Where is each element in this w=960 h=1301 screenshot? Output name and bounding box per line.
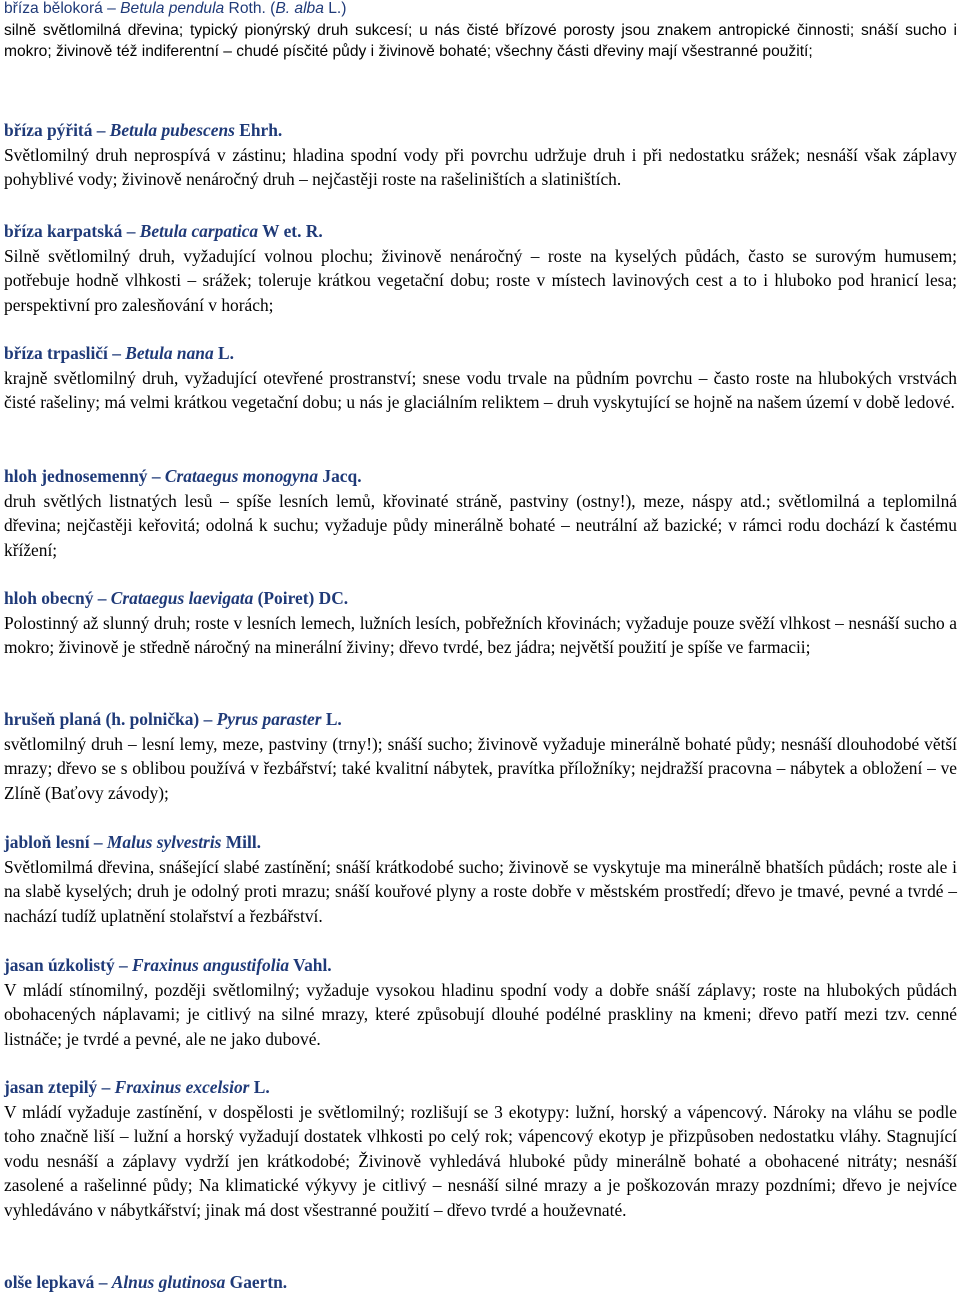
entry-heading: [4, 830, 957, 855]
common-name: olše lepkavá –: [4, 1272, 112, 1292]
author-name-2: L.): [323, 0, 347, 17]
entry-malus-sylvestris: [4, 830, 957, 928]
common-name: bříza pýřitá –: [4, 120, 110, 140]
common-name: hloh obecný –: [4, 588, 111, 608]
entry-crataegus-laevigata: [4, 586, 957, 660]
author-name: Jacq.: [318, 466, 362, 486]
entry-description: druh světlých listnatých lesů – spíše lesních lemů, křovinaté stráně, pastviny (ostny!), meze, náspy atd.; světlomilná a teplomilná dřevina; nejčastěji keřovitá; odolná k suchu; vyžaduje půdy minerálně bohaté – neutrální až bazické; v rámci rodu dochází k častému křížení;: [4, 490, 957, 560]
entry-description: světlomilný druh – lesní lemy, meze, pastviny (trny!); snáší sucho; živinově vyžaduje minerálně bohaté půdy; nesnáší dlouhodobé větší mrazy; dřevo se s oblibou používá v řezbářství; také kvalitní nábytek, pravítka příložníky; nejdražší pracovna – nábytek a obložení – ve Zlíně (Baťovy závody);: [4, 733, 957, 803]
entry-crataegus-monogyna: [4, 464, 957, 562]
common-name: hrušeň planá (h. polnička) –: [4, 709, 217, 729]
entry-description: Polostinný až slunný druh; roste v lesních lemech, lužních lesích, pobřežních křovinách; vyžaduje pouze svěží vlhkost – nesnáší sucho a mokro; živinově je středně náročný na minerální živiny; dřevo tvrdé, bez jádra; největší použití je spíše ve farmacii;: [4, 612, 957, 657]
entry-heading: [4, 0, 957, 20]
entry-fraxinus-excelsior: [4, 1075, 957, 1222]
author-name: Gaertn.: [225, 1272, 288, 1292]
entry-description: silně světlomilná dřevina; typický pionýrský druh sukcesí; u nás čisté břízové porosty jsou znakem antropické činnosti; snáší sucho i mokro; živinově též indiferentní – chudé písčité půdy i živinově bohaté; všechny části dřeviny mají všestranné použití;: [4, 21, 957, 60]
entry-heading: [4, 586, 957, 611]
scientific-name: Crataegus laevigata: [110, 588, 254, 608]
author-name: Roth. (: [224, 0, 276, 17]
synonym-name: B. alba: [275, 0, 324, 17]
common-name: jasan ztepilý –: [4, 1077, 115, 1097]
entry-heading: [4, 1075, 957, 1100]
entry-description: Světlomilmá dřevina, snášející slabé zastínění; snáší krátkodobé sucho; živinově se vyskytuje ma minerálně bhatších půdách; roste ale i na slabě kyselých; druh je odolný proti mrazu; snáší kouřové plyny a roste dobře v městském prostředí; dřevo je tmavé, pevné a tvrdé – nachází tudíž uplatnění stolařství a řezbářství.: [4, 856, 957, 926]
entry-alnus-glutinosa: [4, 1270, 957, 1295]
author-name: W et. R.: [258, 221, 323, 241]
scientific-name: Malus sylvestris: [106, 832, 222, 852]
author-name: L.: [249, 1077, 270, 1097]
entry-description: V mládí stínomilný, později světlomilný; vyžaduje vysokou hladinu spodní vody a dobře snáší záplavy; roste na hlubokých půdách obohacených náplavami; je citlivý na silné mrazy, které způsobují dlouhé podélné praskliny na kmeni; dřevo patří mezi tzv. cenné listnáče; je tvrdé a pevné, ale ne jako dubové.: [4, 979, 957, 1049]
entry-heading: [4, 707, 957, 732]
author-name: Mill.: [221, 832, 262, 852]
author-name: Ehrh.: [234, 120, 283, 140]
author-name: L.: [213, 343, 234, 363]
entry-betula-carpatica: [4, 219, 957, 317]
author-name: (Poiret) DC.: [253, 588, 349, 608]
entry-betula-nana: [4, 341, 957, 415]
common-name: hloh jednosemenný –: [4, 466, 165, 486]
common-name: bříza bělokorá –: [4, 0, 121, 17]
common-name: bříza trpasličí –: [4, 343, 126, 363]
entry-heading: [4, 953, 957, 978]
entry-pyrus-paraster: [4, 707, 957, 805]
entry-description: krajně světlomilný druh, vyžadující otevřené prostranství; snese vodu trvale na půdním povrchu – často roste na hlubokých vrstvách čisté rašeliny; má velmi krátkou vegetační dobu; u nás je glaciálním reliktem – druh vyskytující se hojně na našem území v době ledové.: [4, 367, 957, 412]
entry-heading: [4, 118, 957, 143]
entry-heading: [4, 464, 957, 489]
scientific-name: Betula nana: [125, 343, 214, 363]
scientific-name: Fraxinus excelsior: [114, 1077, 250, 1097]
entry-betula-pubescens: [4, 118, 957, 192]
author-name: L.: [321, 709, 342, 729]
scientific-name: Alnus glutinosa: [111, 1272, 226, 1292]
scientific-name: Betula carpatica: [139, 221, 259, 241]
entry-description: Světlomilný druh neprospívá v zástinu; hladina spodní vody při povrchu udržuje druh i při nedostatku srážek; nesnáší však záplavy pohyblivé vody; živinově nenáročný druh – nejčastěji roste na rašeliništích a slatiništích.: [4, 144, 957, 189]
common-name: bříza karpatská –: [4, 221, 140, 241]
entry-heading: [4, 219, 957, 244]
entry-betula-pendula: [4, 0, 957, 63]
entry-heading: [4, 1270, 957, 1295]
scientific-name: Betula pendula: [120, 0, 225, 17]
common-name: jabloň lesní –: [4, 832, 107, 852]
scientific-name: Pyrus paraster: [216, 709, 322, 729]
entry-fraxinus-angustifolia: [4, 953, 957, 1051]
entry-description: Silně světlomilný druh, vyžadující volnou plochu; živinově nenáročný – roste na kyselých půdách, často se surovým humusem; potřebuje hodně vlhkosti – srážek; toleruje krátkou vegetační dobu; roste v místech lavinových cest a to i hluboko pod hranicí lesa; perspektivní pro zalesňování v horách;: [4, 245, 957, 315]
scientific-name: Fraxinus angustifolia: [132, 955, 290, 975]
scientific-name: Betula pubescens: [109, 120, 235, 140]
common-name: jasan úzkolistý –: [4, 955, 133, 975]
entry-heading: [4, 341, 957, 366]
scientific-name: Crataegus monogyna: [164, 466, 319, 486]
entry-description: V mládí vyžaduje zastínění, v dospělosti je světlomilný; rozlišují se 3 ekotypy: lužní, horský a vápencový. Nároky na vláhu se podle toho značně liší – lužní a horský vyžadují dostatek vlhkosti po celý rok; vápencový ekotyp je přizpůsoben nedostatku vláhy. Stagnující vodu nesnáší a záplavy vydrží jen krátkodobé; Živinově vyhledává hluboké půdy minerálně bohaté a obohacené nitráty; nesnáší zasolené a rašelinné půdy; Na klimatické výkyvy je citlivý – nesnáší silné mrazy a je poškozován mrazy pozdními; dřevo je nejvíce vyhledáváno v nábytkářství; jinak má dost všestranné použití – dřevo tvrdé a houževnaté.: [4, 1101, 957, 1220]
author-name: Vahl.: [289, 955, 332, 975]
